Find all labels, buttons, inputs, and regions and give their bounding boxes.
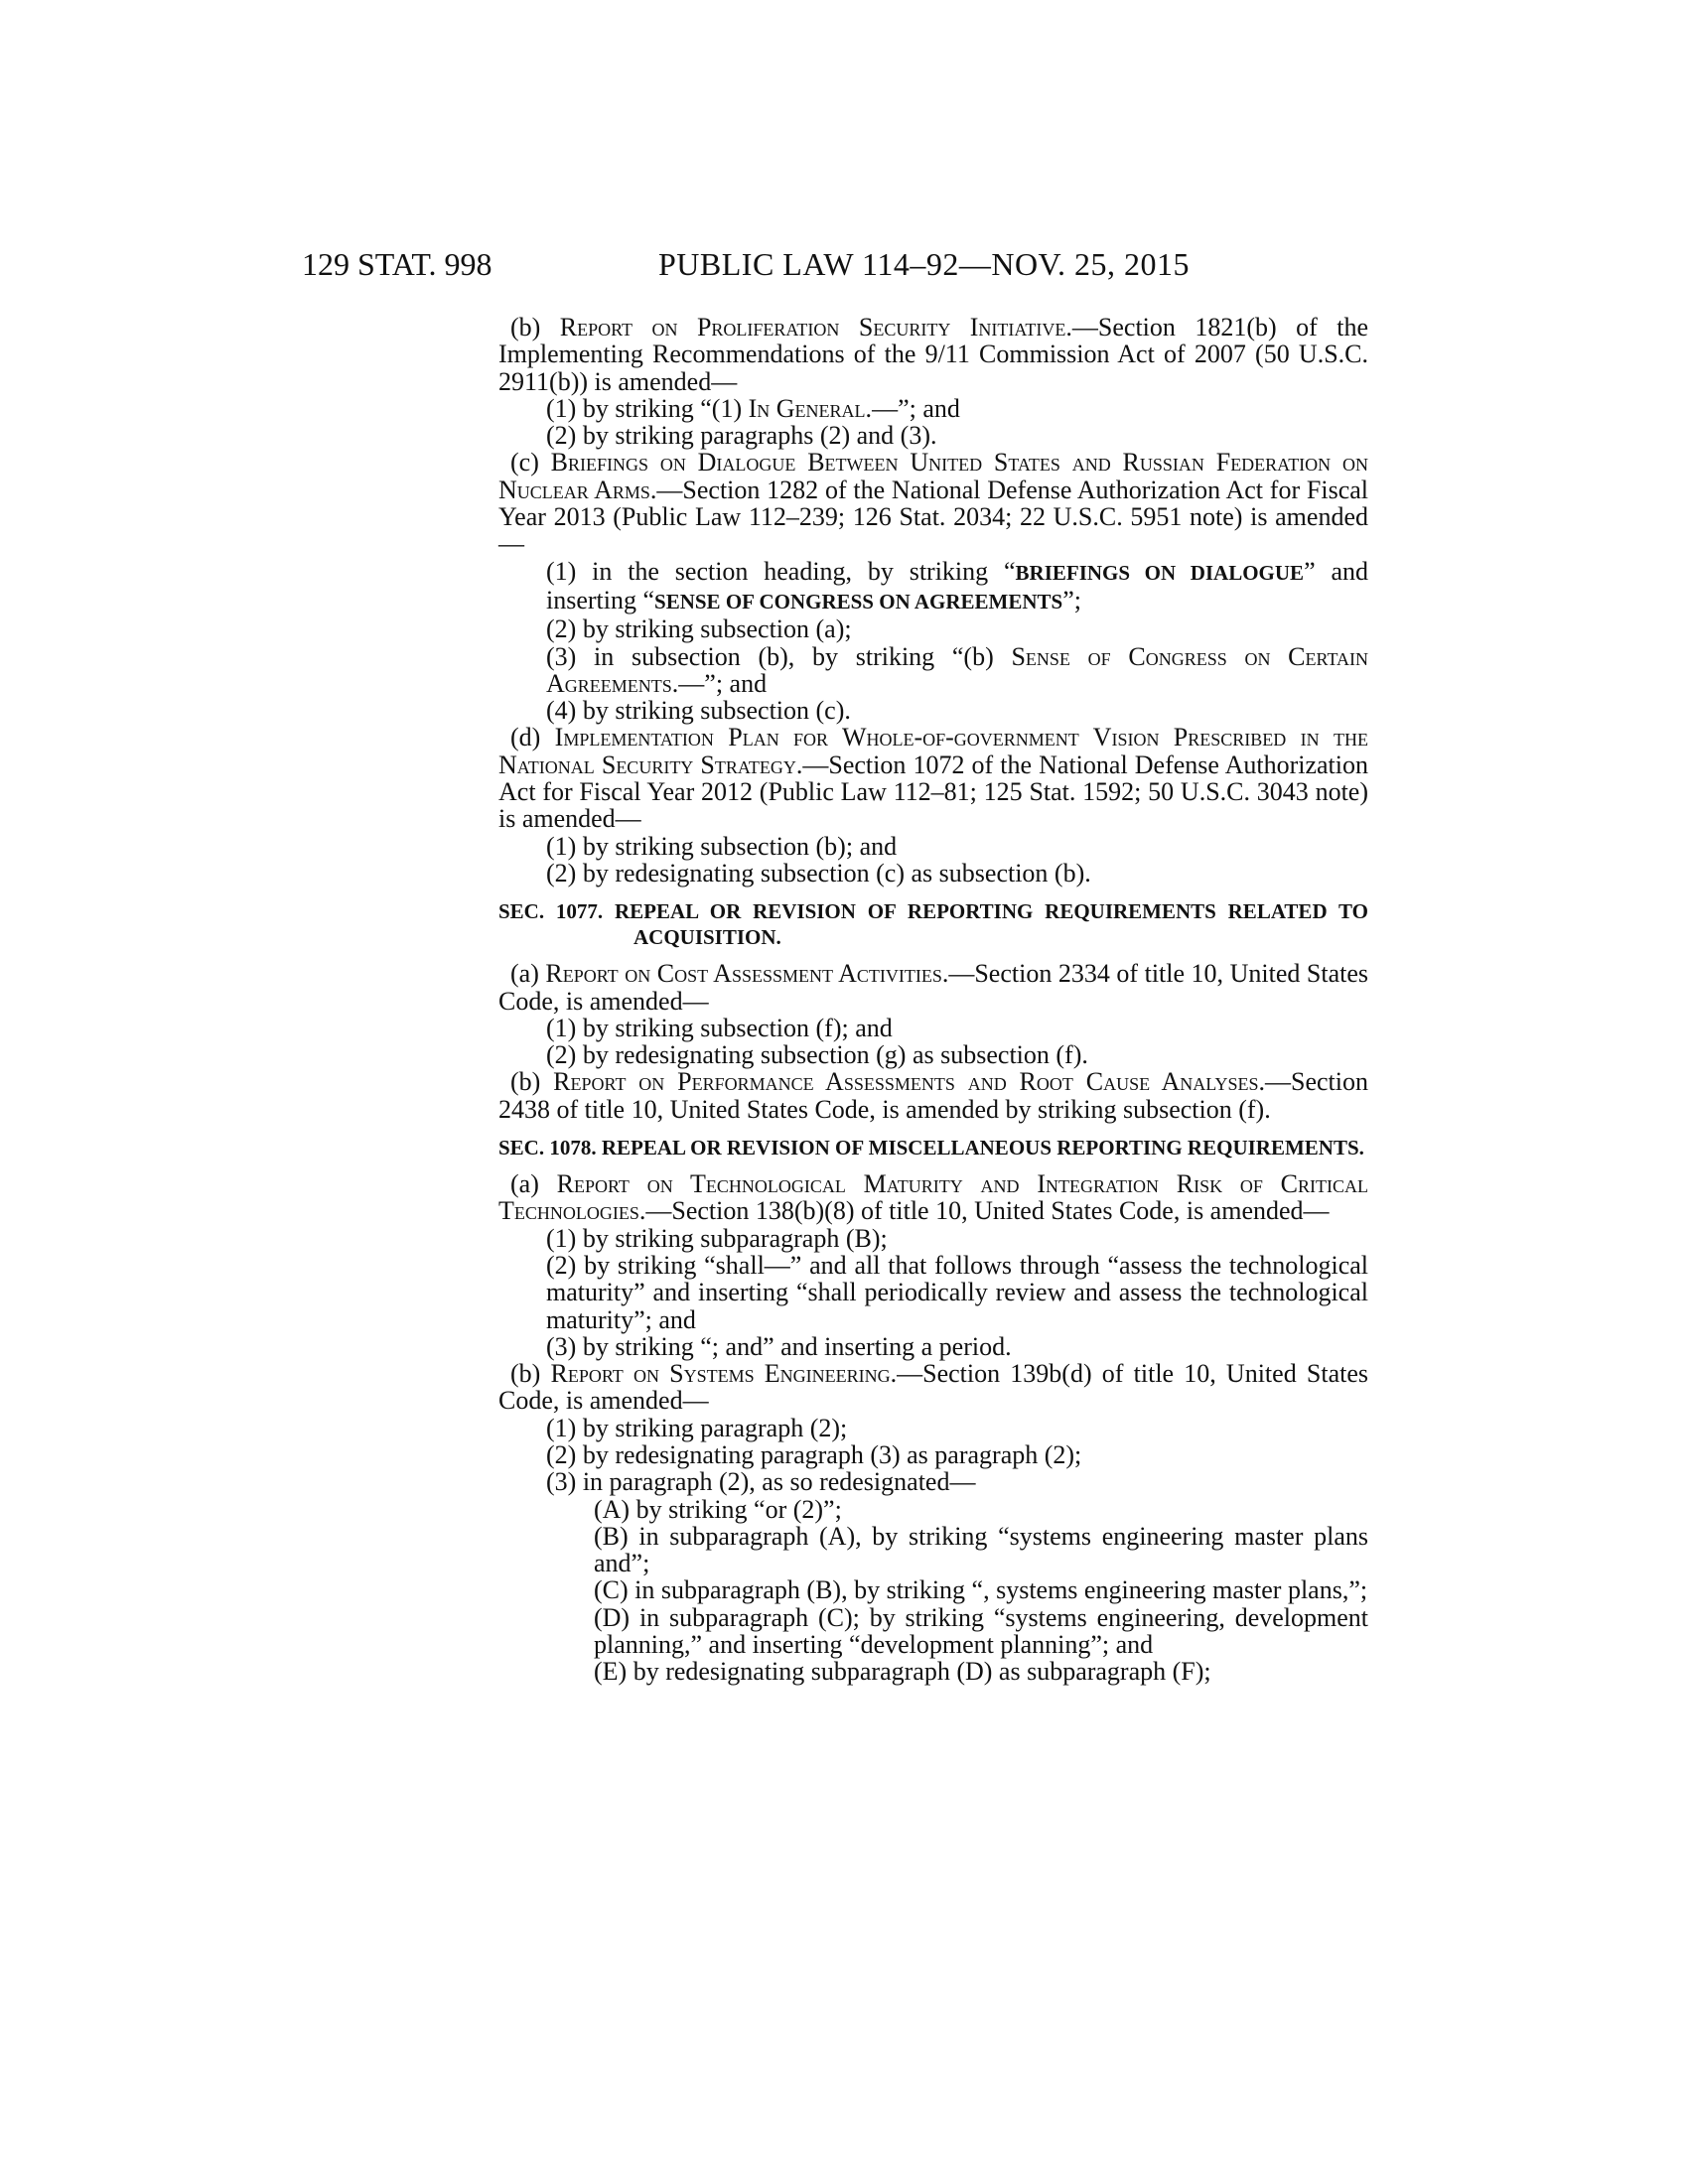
subsection-1078-a: (a) Report on Technological Maturity and Integration Risk of Critical Technologies.—Section 138(b)(8) of title 10, United States Code, is amended— — [498, 1169, 1368, 1226]
list-item: (2) by redesignating paragraph (3) as paragraph (2); — [546, 1439, 1082, 1469]
list-item: (2) by redesignating subsection (g) as subsection (f). — [546, 1040, 1088, 1070]
sub-list-item: (C) in subparagraph (B), by striking “, systems engineering master plans,”; — [594, 1575, 1368, 1605]
list-item: (4) by striking subsection (c). — [546, 696, 851, 726]
list-item: (1) by striking subsection (b); and — [546, 831, 898, 861]
subsection-heading: Report on Cost Assessment Activities. — [545, 959, 949, 989]
list-item: (3) by striking “; and” and inserting a period. — [546, 1331, 1012, 1361]
subsection-1077-b: (b) Report on Performance Assessments and Root Cause Analyses.—Section 2438 of title 10, United States Code, is amended by striking subsection (f). — [498, 1067, 1368, 1124]
subsection-d-plan: (d) Implementation Plan for Whole-of-government Vision Prescribed in the National Security Strategy.—Section 1072 of the National Defense Authorization Act for Fiscal Year 2012 (Public Law 112–81; 125 Stat. 1592; 50 U.S.C. 3043 note) is amended— — [498, 723, 1368, 834]
list-item: (1) in the section heading, by striking “BRIEFINGS ON DIALOGUE” and inserting “SENSE OF CONGRESS ON AGREEMENTS”; — [546, 556, 1368, 614]
subsection-heading: Report on Systems Engineering. — [550, 1359, 898, 1389]
list-item: (2) by striking subsection (a); — [546, 614, 852, 644]
sub-list-item: (E) by redesignating subparagraph (D) as subparagraph (F); — [594, 1657, 1211, 1687]
sub-list-item: (A) by striking “or (2)”; — [594, 1494, 842, 1524]
subsection-c-briefings: (c) Briefings on Dialogue Between United States and Russian Federation on Nuclear Arms.—Section 1282 of the National Defense Authorization Act for Fiscal Year 2013 (Public Law 112–239; 126 Stat. 2034; 22 U.S.C. 5951 note) is amended— — [498, 448, 1368, 559]
subsection-heading: Report on Performance Assessments and Root Cause Analyses. — [553, 1067, 1265, 1097]
subsection-heading: Briefings on Dialogue Between United States and Russian Federation on Nuclear Arms. — [498, 448, 1368, 504]
subsection-heading: Implementation Plan for Whole-of-government Vision Prescribed in the National Security Strategy. — [498, 723, 1368, 779]
list-item: (1) by striking “(1) In General.—”; and — [546, 393, 960, 423]
subsection-1077-a: (a) Report on Cost Assessment Activities.—Section 2334 of title 10, United States Code, is amended— — [498, 959, 1368, 1016]
page-header — [302, 246, 1368, 290]
list-item: (1) by striking paragraph (2); — [546, 1413, 848, 1442]
sub-list-item: (D) in subparagraph (C); by striking “systems engineering, development planning,” and inserting “development planning”; and — [594, 1602, 1368, 1660]
subsection-1078-b: (b) Report on Systems Engineering.—Section 139b(d) of title 10, United States Code, is amended— — [498, 1359, 1368, 1416]
statute-page-reference: 129 STAT. 998 — [302, 246, 492, 282]
public-law-date-title: PUBLIC LAW 114–92—NOV. 25, 2015 — [658, 246, 1191, 282]
list-item: (2) by striking paragraphs (2) and (3). — [546, 421, 937, 451]
sub-list-item: (B) in subparagraph (A), by striking “systems engineering master plans and”; — [594, 1521, 1368, 1578]
list-item: (2) by redesignating subsection (c) as subsection (b). — [546, 858, 1091, 887]
subsection-heading: Report on Proliferation Security Initiative. — [559, 313, 1072, 341]
list-item: (3) in paragraph (2), as so redesignated— — [546, 1467, 976, 1497]
section-heading-1078: SEC. 1078. REPEAL OR REVISION OF MISCELLANEOUS REPORTING REQUIREMENTS. — [498, 1136, 1364, 1160]
section-heading-1077: SEC. 1077. REPEAL OR REVISION OF REPORTING REQUIREMENTS RELATED TO ACQUISITION. — [498, 899, 1368, 950]
list-item: (1) by striking subparagraph (B); — [546, 1223, 888, 1253]
subsection-b-psi: (b) Report on Proliferation Security Initiative.—Section 1821(b) of the Implementing Recommendations of the 9/11 Commission Act of 2007 (50 U.S.C. 2911(b)) is amended— — [498, 313, 1368, 396]
statute-body — [498, 314, 1368, 1686]
list-item: (1) by striking subsection (f); and — [546, 1013, 893, 1042]
subsection-heading: Report on Technological Maturity and Integration Risk of Critical Technologies. — [498, 1169, 1368, 1226]
list-item: (3) in subsection (b), by striking “(b) Sense of Congress on Certain Agreements.—”; and — [546, 641, 1368, 698]
list-item: (2) by striking “shall—” and all that follows through “assess the technological maturity” and inserting “shall periodically review and assess the technological maturity”; and — [546, 1250, 1368, 1334]
